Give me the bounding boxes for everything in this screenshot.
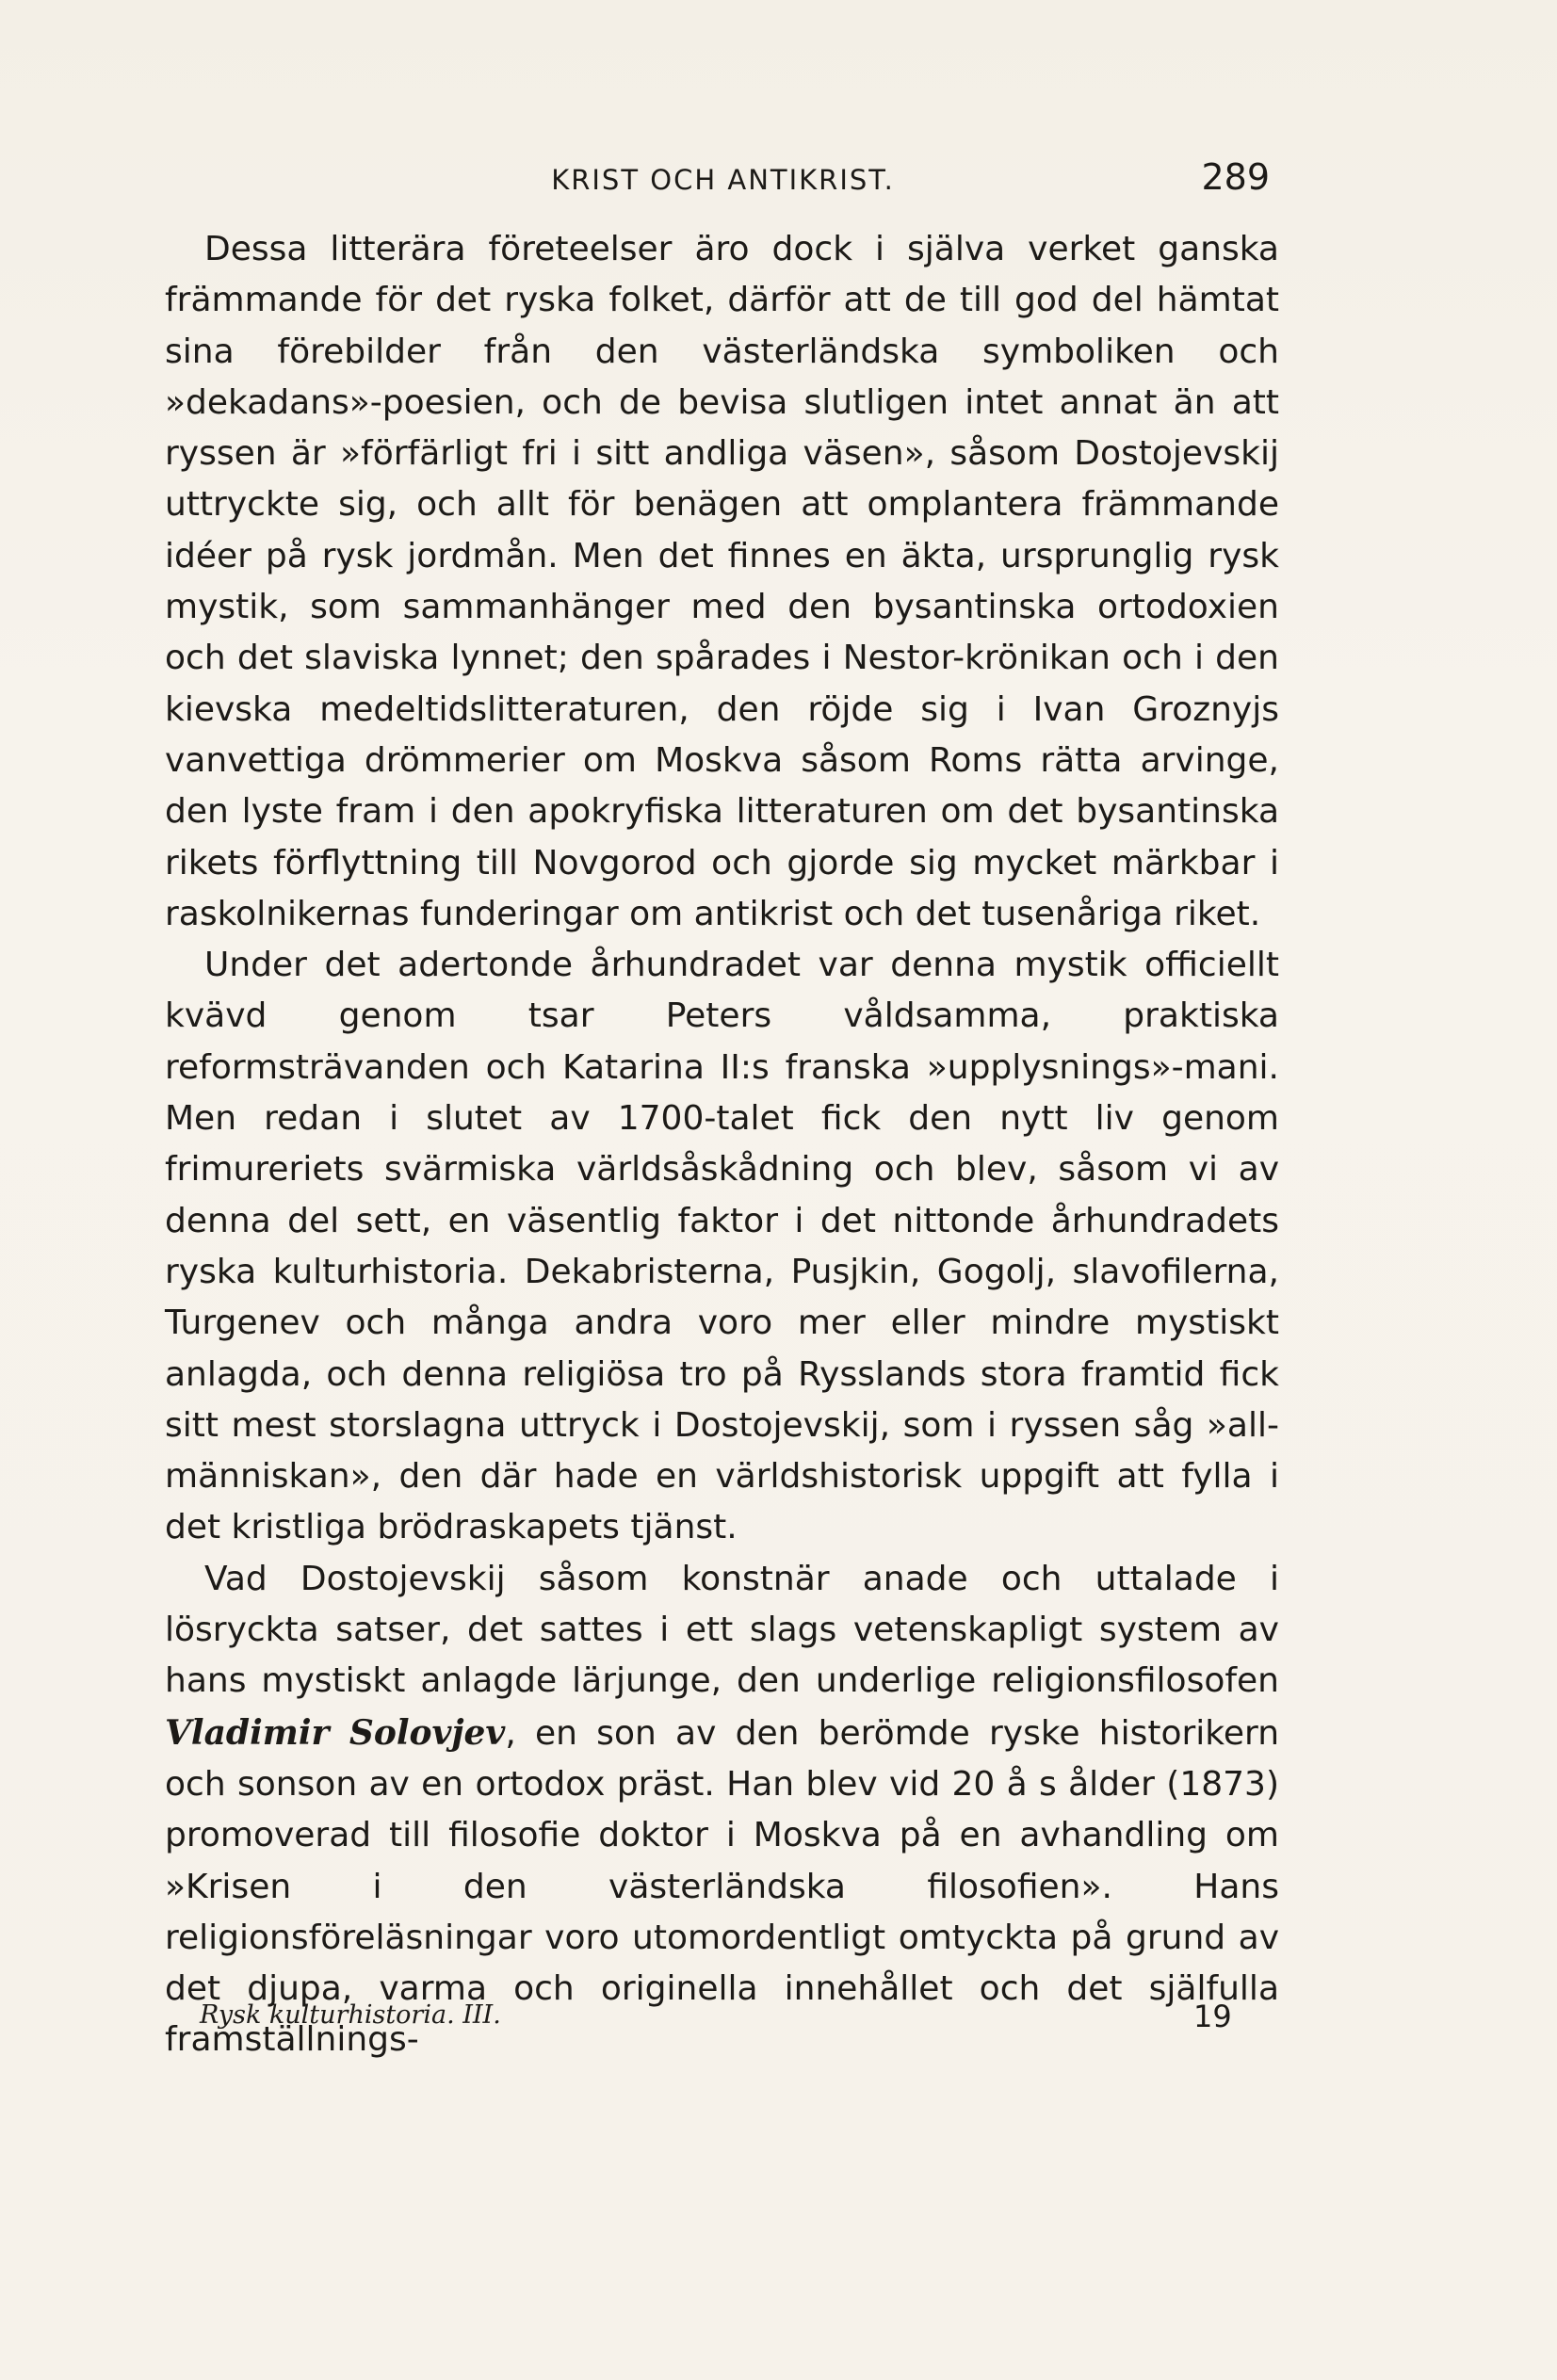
paragraph-text: Dessa litterära företeelser äro dock i själva verket ganska främmande för det ryska folket, därför att de till god del hämtat sina förebilder från den västerländska symboliken och »dekadans»-poesien, och de bevisa slutligen intet annat än att ryssen är »förfärligt fri i sitt andliga väsen», såsom Dostojevskij uttryckte sig, och allt för benägen att omplantera främmande idéer på rysk jordmån. Men det finnes en äkta, ursprunglig rysk mystik, som sammanhänger med den bysantinska ortodoxien och det slaviska lynnet; den spårades i Nestor-krönikan och i den kievska medeltidslitteraturen, den röjde sig i Ivan Groznyjs vanvettiga drömmerier om Moskva såsom Roms rätta arvinge, den lyste fram i den apokryfiska litteraturen om det bysantinska rikets förflyttning till Novgorod och gjorde sig mycket märkbar i raskolnikernas funderingar om antikrist och det tusenåriga riket. — [165, 230, 1279, 933]
running-title: KRIST OCH ANTIKRIST. — [551, 164, 895, 196]
signature-mark: Rysk kulturhistoria. III. — [200, 2000, 501, 2030]
sheet-number: 19 — [1193, 1999, 1232, 2034]
running-head — [165, 156, 1281, 203]
body-text — [165, 224, 1279, 2066]
paragraph-text: Under det adertonde århundradet var denna mystik officiellt kvävd genom tsar Peters våldsamma, praktiska reformsträvanden och Katarina II:s franska »upplysnings»-mani. Men redan i slutet av 1700-talet fick den nytt liv genom frimureriets svärmiska världsåskådning och blev, såsom vi av denna del sett, en väsentlig faktor i det nittonde århundradets ryska kulturhistoria. Dekabristerna, Pusjkin, Gogolj, slavofilerna, Turgenev och många andra voro mer eller mindre mystiskt anlagda, och denna religiösa tro på Rysslands stora framtid fick sitt mest storslagna uttryck i Dostojevskij, som i ryssen såg »all-människan», den där hade en världshistorisk uppgift att fylla i det kristliga brödraskapets tjänst. — [165, 946, 1279, 1547]
footer — [165, 1995, 1279, 2042]
paragraph — [165, 940, 1279, 1554]
paragraph-text: Vad Dostojevskij såsom konstnär anade och uttalade i lösryckta satser, det sattes i ett slags vetenskapligt system av hans mystiskt anlagde lärjunge, den underlige religionsfilosofen — [165, 1559, 1279, 1701]
emphasized-name: Vladimir Solovjev — [165, 1712, 506, 1753]
paragraph-text: , en son av den berömde ryske historikern och sonson av en ortodox präst. Han blev vid 20 å s ålder (1873) promoverad till filosofie doktor i Moskva på en avhandling om »Krisen i den västerländska filosofien». Hans religionsföreläsningar voro utomordentligt omtyckta på grund av det djupa, varma och originella innehållet och det själfulla framställnings- — [165, 1713, 1280, 2060]
paragraph — [165, 1554, 1279, 2066]
paragraph — [165, 224, 1279, 940]
page-number: 289 — [1201, 156, 1270, 198]
